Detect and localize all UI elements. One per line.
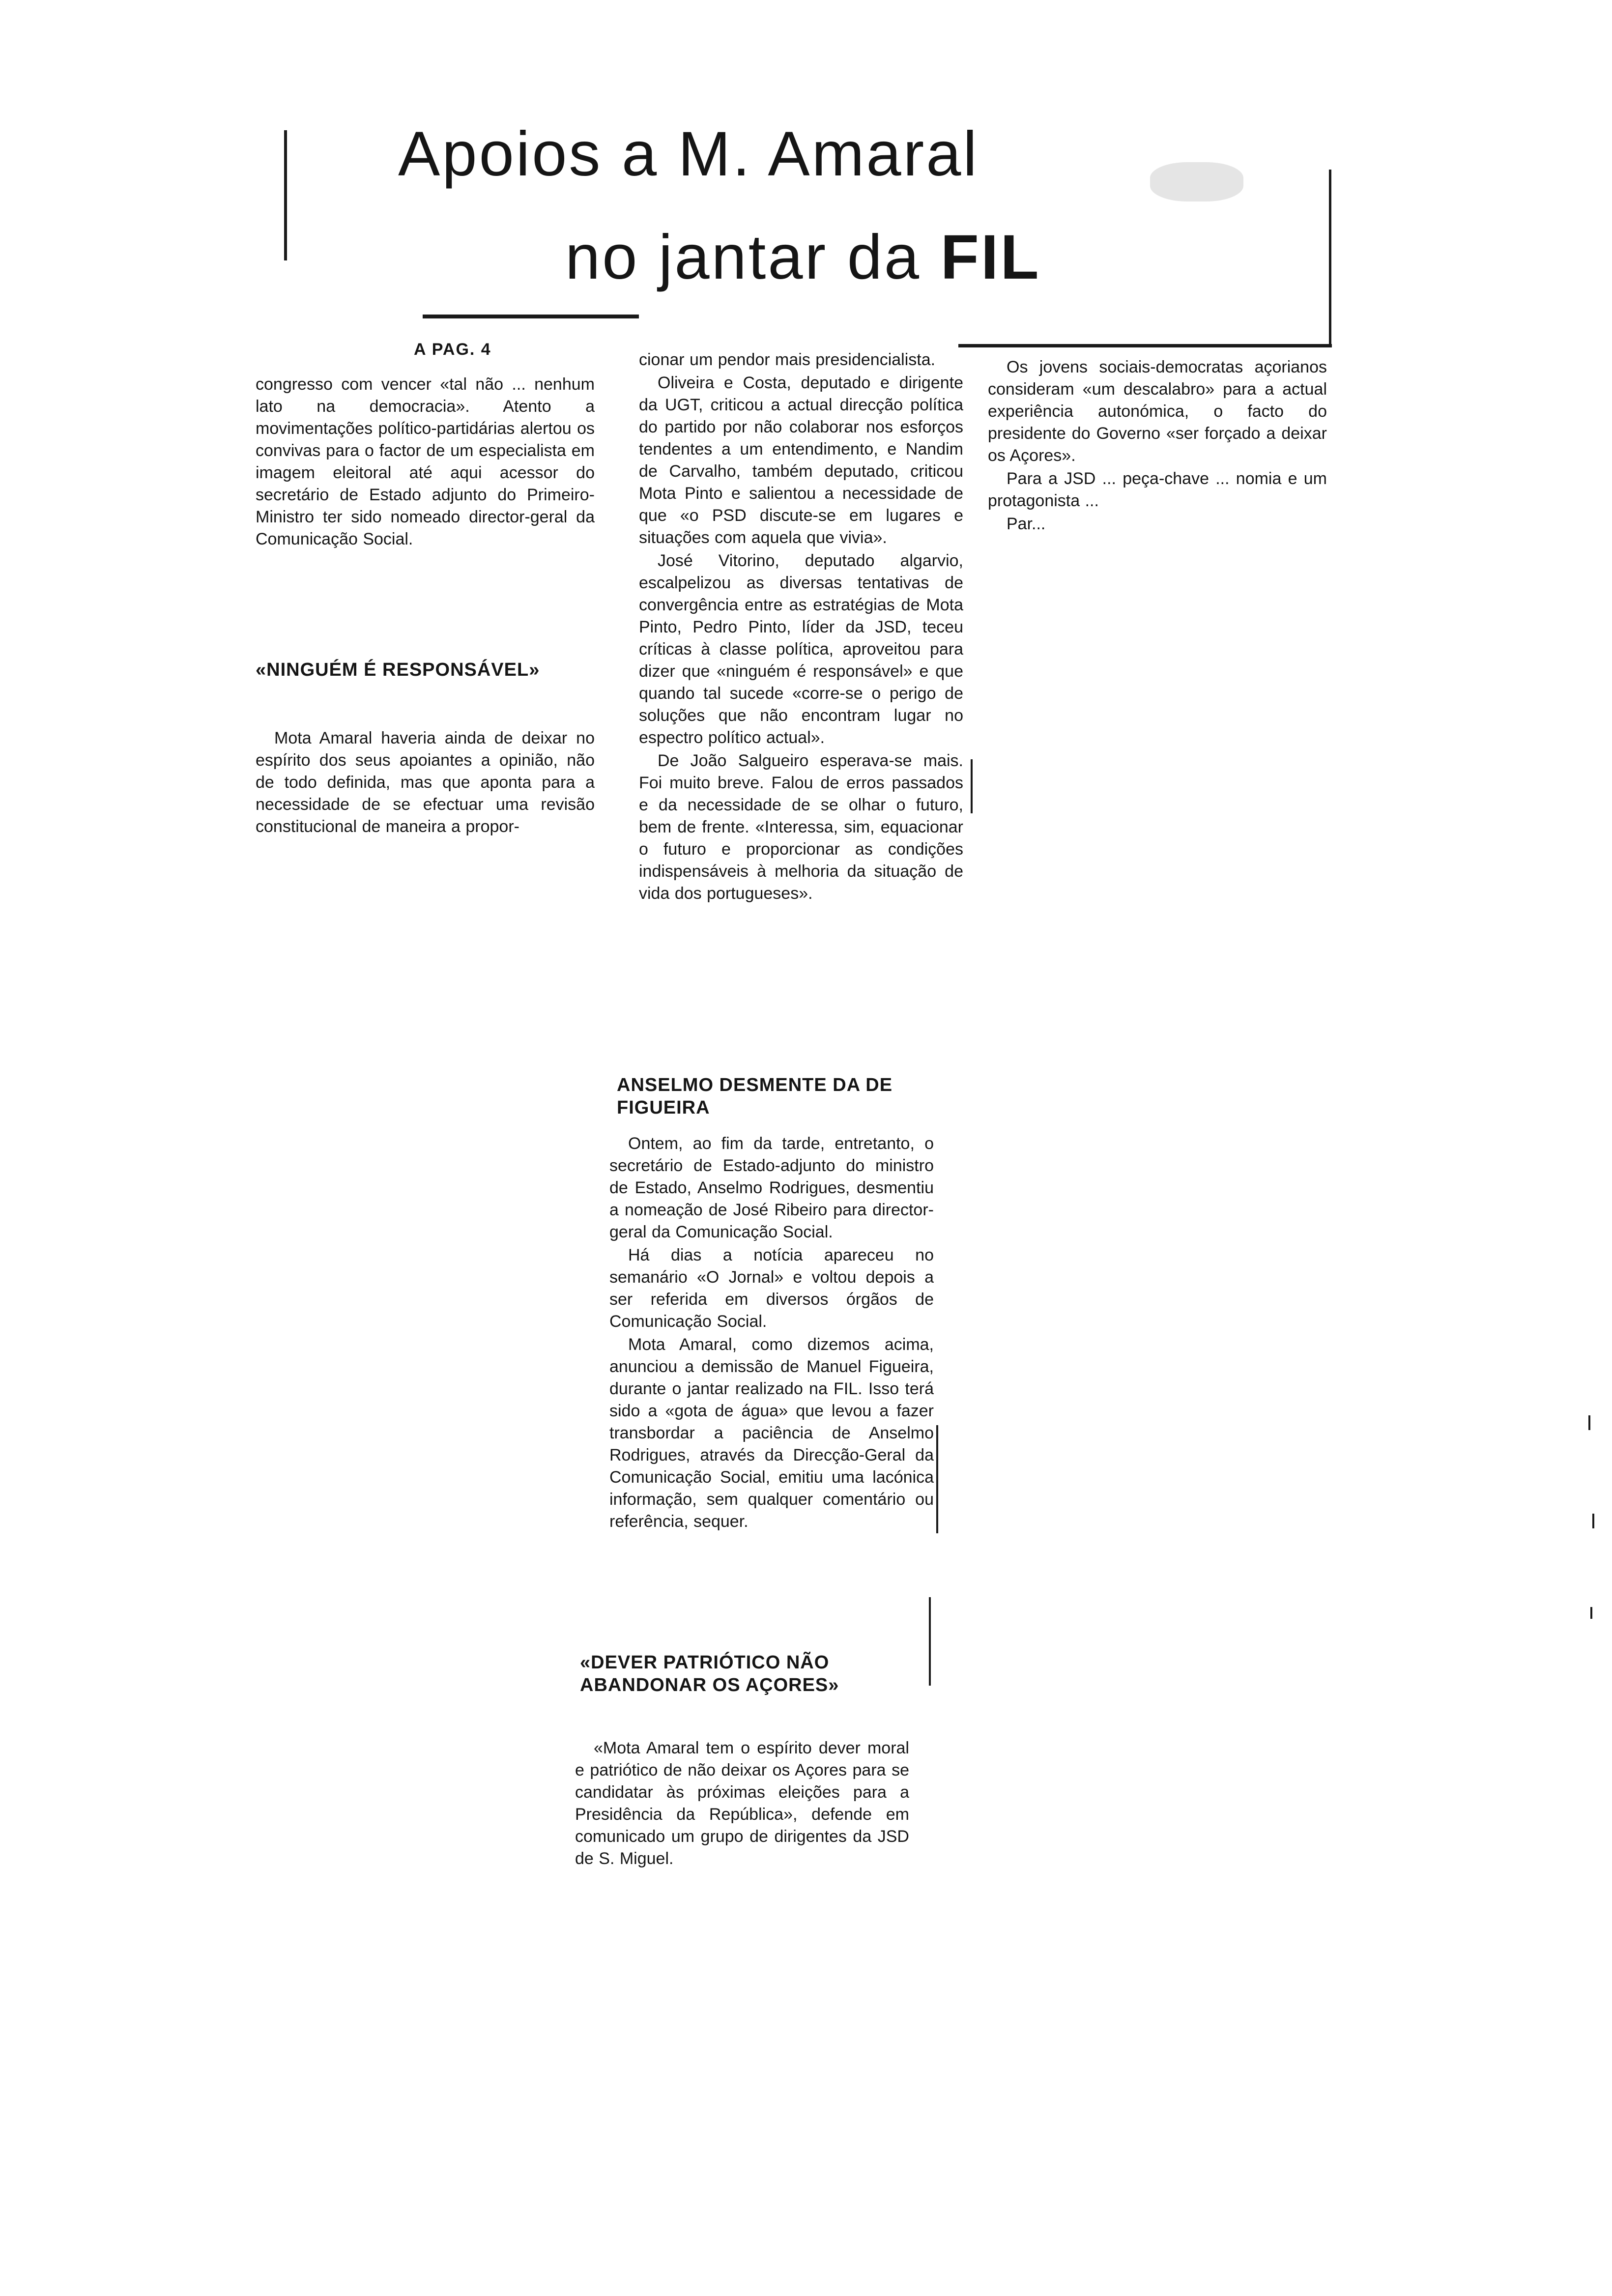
headline-line-2 bbox=[565, 222, 1041, 292]
stamp-smudge bbox=[1150, 162, 1243, 201]
article-column-2 bbox=[639, 349, 963, 905]
subhead-anselmo: ANSELMO DESMENTE DA DE FIGUEIRA bbox=[617, 1075, 893, 1118]
left-margin-rule bbox=[284, 130, 287, 260]
col2-paragraph-4: De João Salgueiro esperava-se mais. Foi muito breve. Falou de erros passados e da necessidade de se olhar o futuro, bem de frente. «Interessa, sim, equacionar o futuro e proporcionar as condições indispensáveis à melhoria da situação de vida dos portugueses». bbox=[639, 751, 963, 903]
anselmo-paragraph-3: Mota Amaral, como dizemos acima, anunciou a demissão de Manuel Figueira, durante o jantar realizado na FIL. Isso terá sido a «gota de água» que levou a fazer transbordar a paciência de Anselmo Rodrigues, através da Direcção-Geral da Comunicação Social, emitiu uma lacónica informação, sem qualquer comentário ou referência, sequer. bbox=[609, 1335, 934, 1531]
col2-column-rule bbox=[971, 759, 973, 813]
article-column-3 bbox=[988, 356, 1327, 535]
subhead-dever-patriotico: «DEVER PATRIÓTICO NÃO ABANDONAR OS AÇORES» bbox=[580, 1652, 839, 1695]
headline-line-2-bold: FIL bbox=[940, 222, 1041, 292]
scan-speck-2 bbox=[1592, 1514, 1594, 1528]
col3-paragraph-3: Par... bbox=[1007, 515, 1046, 533]
col1-paragraph-2: Mota Amaral haveria ainda de deixar no espírito dos seus apoiantes a opinião, não de todo definida, mas que aponta para a necessidade de se efectuar uma revisão constitucional de maneira a propor- bbox=[256, 729, 595, 836]
page-reference: A PAG. 4 bbox=[414, 340, 491, 359]
scan-speck-1 bbox=[1588, 1415, 1590, 1430]
article-anselmo-section bbox=[609, 1133, 934, 1533]
anselmo-paragraph-1: Ontem, ao fim da tarde, entretanto, o secretário de Estado-adjunto do ministro de Estado, Anselmo Rodrigues, desmentiu a nomeação de José Ribeiro para director-geral da Comunicação Social. bbox=[609, 1134, 934, 1241]
col2-column-rule-lower bbox=[936, 1425, 938, 1533]
headline-underline-right bbox=[958, 344, 1332, 347]
anselmo-paragraph-2: Há dias a notícia apareceu no semanário «O Jornal» e voltou depois a ser referida em diversos órgãos de Comunicação Social. bbox=[609, 1246, 934, 1331]
col1-paragraph-1: congresso com vencer «tal não ... nenhum lato na democracia». Atento a movimentações político-partidárias alertou os convivas para o factor de um especialista em imagem eleitoral até aqui acessor do secretário de Estado adjunto do Primeiro-Ministro ter sido nomeado director-geral da Comunicação Social. bbox=[256, 375, 595, 548]
scan-speck-3 bbox=[1590, 1607, 1592, 1619]
col3-paragraph-2: Para a JSD ... peça-chave ... nomia e um protagonista ... bbox=[988, 469, 1327, 510]
col2-paragraph-3: José Vitorino, deputado algarvio, escalpelizou as diversas tentativas de convergência entre as estratégias de Mota Pinto, Pedro Pinto, líder da JSD, teceu críticas à classe política, aproveitou para dizer que «ninguém é responsável» e que quando tal sucede «corre-se o perigo de soluções que não encontram lugar no espectro político actual». bbox=[639, 551, 963, 747]
article-column-1 bbox=[256, 373, 595, 550]
headline-line-1: Apoios a M. Amaral bbox=[398, 119, 979, 189]
dever-paragraph-1: «Mota Amaral tem o espírito dever moral e patriótico de não deixar os Açores para se candidatar às próximas eleições para a Presidência da República», defende em comunicado um grupo de dirigentes da JSD de S. Miguel. bbox=[575, 1739, 909, 1868]
headline-underline-left bbox=[423, 315, 639, 318]
right-frame-rule bbox=[1329, 170, 1331, 346]
col2-paragraph-1: cionar um pendor mais presidencialista. bbox=[639, 350, 936, 369]
col2-column-rule-lower-2 bbox=[929, 1597, 931, 1686]
article-column-1-continued bbox=[256, 727, 595, 838]
col3-paragraph-1: Os jovens sociais-democratas açorianos consideram «um descalabro» para a actual experiência autonómica, o facto do presidente do Governo «ser forçado a deixar os Açores». bbox=[988, 358, 1327, 465]
col2-paragraph-2: Oliveira e Costa, deputado e dirigente da UGT, criticou a actual direcção política do partido por não colaborar nos esforços tendentes a um entendimento, e Nandim de Carvalho, também deputado, criticou Mota Pinto e salientou a necessidade de que «o PSD discute-se em lugares e situações com aquela que vivia». bbox=[639, 373, 963, 547]
headline-line-2-text: no jantar da bbox=[565, 222, 941, 292]
subhead-ninguem: «NINGUÉM É RESPONSÁVEL» bbox=[256, 660, 540, 680]
article-dever-section bbox=[575, 1737, 909, 1870]
